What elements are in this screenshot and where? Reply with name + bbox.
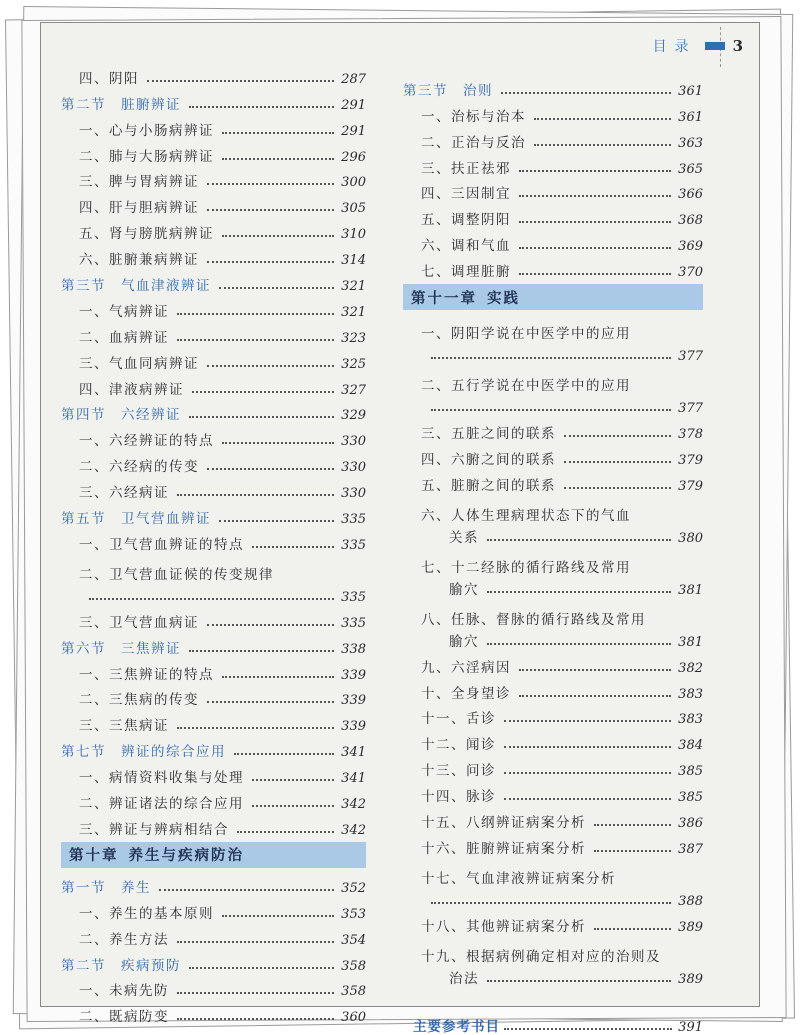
entry-title: 三、气血同病辨证 <box>79 355 199 372</box>
toc-entry[interactable] <box>61 786 366 812</box>
references-page: 391 <box>678 1019 703 1035</box>
entry-page: 291 <box>341 97 366 113</box>
entry-title: 第三节 治则 <box>403 82 493 99</box>
toc-entry[interactable] <box>61 165 366 191</box>
entry-page: 353 <box>341 906 366 922</box>
leader-dots <box>222 676 334 678</box>
entry-page: 341 <box>341 745 366 761</box>
leader-dots <box>252 779 334 781</box>
leader-dots <box>177 494 334 496</box>
leader-dots <box>192 391 334 393</box>
entry-title: 三、六经病证 <box>79 485 169 502</box>
leader-dots <box>487 643 671 645</box>
leader-dots <box>222 235 334 237</box>
leader-dots <box>159 889 334 891</box>
leader-dots <box>222 132 334 134</box>
entry-page: 323 <box>341 330 366 346</box>
entry-page: 321 <box>341 279 366 295</box>
leader-dots <box>234 753 334 755</box>
entry-title: 一、治标与治本 <box>421 108 526 125</box>
entry-title: 四、三因制宜 <box>421 186 511 203</box>
entry-title: 一、未病先防 <box>79 983 169 1000</box>
entry-title-continuation: 腧穴 <box>449 633 479 650</box>
leader-dots <box>564 435 671 437</box>
entry-page: 377 <box>678 349 703 365</box>
leader-dots <box>519 221 671 223</box>
leader-dots <box>147 80 334 82</box>
toc-entry[interactable] <box>403 494 703 524</box>
entry-page: 381 <box>678 634 703 650</box>
leader-dots <box>519 195 671 197</box>
leader-dots <box>177 313 334 315</box>
entry-title: 二、卫气营血证候的传变规律 <box>79 566 274 583</box>
entry-title: 十四、脉诊 <box>421 789 496 806</box>
entry-title: 一、卫气营血辨证的特点 <box>79 536 244 553</box>
entry-title: 一、气病辨证 <box>79 303 169 320</box>
entry-title: 第五节 卫气营血辨证 <box>61 511 211 528</box>
leader-dots <box>519 669 671 671</box>
entry-page: 389 <box>678 919 703 935</box>
leader-dots <box>431 357 671 359</box>
leader-dots <box>431 409 671 411</box>
toc-entry[interactable] <box>403 442 703 468</box>
entry-title: 五、肾与膀胱病辨证 <box>79 226 214 243</box>
toc-entry-continuation <box>403 342 703 364</box>
entry-title: 第四节 六经辨证 <box>61 407 181 424</box>
toc-entry[interactable] <box>403 753 703 779</box>
toc-entry[interactable] <box>61 657 366 683</box>
entry-page: 361 <box>678 109 703 125</box>
toc-entry[interactable] <box>403 805 703 831</box>
toc-page <box>40 22 760 1035</box>
entry-page: 360 <box>341 1010 366 1026</box>
toc-entry[interactable] <box>403 727 703 753</box>
toc-entry[interactable] <box>61 760 366 786</box>
toc-section-entry[interactable] <box>61 268 366 294</box>
toc-entry-continuation <box>403 524 703 546</box>
entry-title: 二、辨证诸法的综合应用 <box>79 796 244 813</box>
toc-references-entry[interactable] <box>403 1007 703 1035</box>
leader-dots <box>237 831 334 833</box>
entry-title: 十六、脏腑辨证病案分析 <box>421 840 586 857</box>
entry-page: 366 <box>678 187 703 203</box>
entry-page: 377 <box>678 401 703 417</box>
leader-dots <box>177 941 334 943</box>
leader-dots <box>177 992 334 994</box>
leader-dots <box>177 1018 334 1020</box>
toc-entry[interactable] <box>403 546 703 576</box>
leader-dots <box>594 850 671 852</box>
header-page-number: 3 <box>732 37 743 55</box>
entry-page: 291 <box>341 123 366 139</box>
entry-title: 一、阴阳学说在中医学中的应用 <box>421 326 631 343</box>
leader-dots <box>564 487 671 489</box>
toc-entry[interactable] <box>403 254 703 280</box>
leader-dots <box>564 461 671 463</box>
toc-entry[interactable] <box>403 779 703 805</box>
header-bar <box>705 42 725 50</box>
leader-dots <box>189 416 334 418</box>
leader-dots <box>207 701 334 703</box>
entry-title: 第六节 三焦辨证 <box>61 640 181 657</box>
toc-entry-continuation <box>403 965 703 987</box>
leader-dots <box>534 118 671 120</box>
entry-title: 九、六淫病因 <box>421 659 511 676</box>
entry-title: 十七、气血津液辨证病案分析 <box>421 870 616 887</box>
entry-title: 十八、其他辨证病案分析 <box>421 918 586 935</box>
leader-dots <box>252 546 334 548</box>
entry-title: 十五、八纲辨证病案分析 <box>421 815 586 832</box>
entry-title: 七、十二经脉的循行路线及常用 <box>421 559 631 576</box>
entry-page: 287 <box>341 71 366 87</box>
leader-dots <box>594 824 671 826</box>
entry-title: 第二节 疾病预防 <box>61 957 181 974</box>
toc-entry[interactable] <box>403 598 703 628</box>
toc-entry[interactable] <box>403 416 703 442</box>
toc-entry[interactable] <box>403 909 703 935</box>
entry-page: 363 <box>678 135 703 151</box>
toc-section-entry[interactable] <box>61 501 366 527</box>
toc-left-column <box>61 61 366 1025</box>
leader-dots <box>534 144 671 146</box>
entry-page: 352 <box>341 880 366 896</box>
leader-dots <box>504 772 671 774</box>
entry-page: 370 <box>678 265 703 281</box>
leader-dots <box>504 798 671 800</box>
leader-dots <box>487 539 671 541</box>
leader-dots <box>222 158 334 160</box>
entry-title: 四、六腑之间的联系 <box>421 451 556 468</box>
entry-page: 329 <box>341 408 366 424</box>
toc-entry[interactable] <box>61 449 366 475</box>
entry-page: 358 <box>341 958 366 974</box>
entry-page: 339 <box>341 719 366 735</box>
entry-page: 388 <box>678 893 703 909</box>
entry-title: 三、卫气营血病证 <box>79 614 199 631</box>
leader-dots <box>222 442 334 444</box>
entry-title: 三、五脏之间的联系 <box>421 426 556 443</box>
toc-section-entry[interactable] <box>61 631 366 657</box>
chapter-title: 养生与疾病防治 <box>128 848 244 865</box>
toc-entry[interactable] <box>403 312 703 342</box>
toc-entry[interactable] <box>403 650 703 676</box>
toc-entry[interactable] <box>61 372 366 398</box>
entry-page: 296 <box>341 149 366 165</box>
entry-title: 第七节 辨证的综合应用 <box>61 744 226 761</box>
entry-page: 382 <box>678 660 703 676</box>
leader-dots <box>222 915 334 917</box>
toc-section-entry[interactable] <box>61 398 366 424</box>
entry-title: 一、病情资料收集与处理 <box>79 770 244 787</box>
leader-dots <box>501 92 671 94</box>
entry-page: 386 <box>678 816 703 832</box>
entry-title: 六、调和气血 <box>421 238 511 255</box>
toc-entry[interactable] <box>403 364 703 394</box>
leader-dots <box>89 598 334 600</box>
toc-entry[interactable] <box>61 896 366 922</box>
toc-entry[interactable] <box>61 922 366 948</box>
toc-entry[interactable] <box>61 61 366 87</box>
toc-entry[interactable] <box>61 113 366 139</box>
toc-entry[interactable] <box>61 139 366 165</box>
entry-page: 325 <box>341 356 366 372</box>
leader-dots <box>504 720 671 722</box>
entry-title: 一、六经辨证的特点 <box>79 433 214 450</box>
leader-dots <box>504 1028 672 1030</box>
toc-entry[interactable] <box>403 676 703 702</box>
leader-dots <box>431 902 671 904</box>
entry-page: 358 <box>341 984 366 1000</box>
toc-entry-continuation <box>403 887 703 909</box>
toc-entry[interactable] <box>61 999 366 1025</box>
entry-title: 二、肺与大肠病辨证 <box>79 148 214 165</box>
leader-dots <box>189 650 334 652</box>
toc-entry[interactable] <box>61 605 366 631</box>
entry-page: 314 <box>341 253 366 269</box>
entry-title: 十、全身望诊 <box>421 685 511 702</box>
entry-title: 二、正治与反治 <box>421 134 526 151</box>
leader-dots <box>252 805 334 807</box>
entry-title: 二、血病辨证 <box>79 329 169 346</box>
entry-title-continuation: 关系 <box>449 529 479 546</box>
entry-page: 305 <box>341 201 366 217</box>
entry-page: 380 <box>678 530 703 546</box>
entry-title: 二、三焦病的传变 <box>79 692 199 709</box>
leader-dots <box>519 170 671 172</box>
entry-page: 330 <box>341 460 366 476</box>
toc-entry[interactable] <box>61 346 366 372</box>
entry-page: 335 <box>341 512 366 528</box>
entry-page: 365 <box>678 161 703 177</box>
toc-entry[interactable] <box>61 190 366 216</box>
entry-title: 十二、闻诊 <box>421 737 496 754</box>
toc-entry[interactable] <box>403 935 703 965</box>
entry-page: 310 <box>341 227 366 243</box>
leader-dots <box>519 695 671 697</box>
entry-page: 384 <box>678 738 703 754</box>
leader-dots <box>207 624 334 626</box>
leader-dots <box>189 106 334 108</box>
leader-dots <box>519 247 671 249</box>
entry-title: 十三、问诊 <box>421 763 496 780</box>
leader-dots <box>219 287 334 289</box>
leader-dots <box>519 273 671 275</box>
entry-page: 383 <box>678 686 703 702</box>
entry-page: 383 <box>678 712 703 728</box>
header-section-label: 目录 <box>652 39 697 55</box>
chapter-heading <box>403 284 703 310</box>
toc-entry[interactable] <box>403 151 703 177</box>
entry-title: 七、调理脏腑 <box>421 264 511 281</box>
leader-dots <box>207 209 334 211</box>
toc-entry[interactable] <box>61 553 366 583</box>
entry-page: 385 <box>678 790 703 806</box>
toc-section-entry[interactable] <box>61 87 366 113</box>
toc-entry[interactable] <box>61 974 366 1000</box>
leader-dots <box>594 928 671 930</box>
chapter-title: 实践 <box>487 290 520 307</box>
entry-page: 335 <box>341 537 366 553</box>
entry-title-continuation: 腧穴 <box>449 581 479 598</box>
toc-entry-continuation <box>61 583 366 605</box>
leader-dots <box>207 183 334 185</box>
entry-page: 339 <box>341 693 366 709</box>
toc-section-entry[interactable] <box>403 73 703 99</box>
entry-page: 387 <box>678 841 703 857</box>
entry-title: 一、心与小肠病辨证 <box>79 122 214 139</box>
toc-entry[interactable] <box>403 202 703 228</box>
entry-page: 361 <box>678 83 703 99</box>
entry-page: 335 <box>341 589 366 605</box>
toc-entry[interactable] <box>61 475 366 501</box>
entry-title: 十九、根据病例确定相对应的治则及 <box>421 948 661 965</box>
entry-page: 379 <box>678 478 703 494</box>
toc-entry[interactable] <box>403 468 703 494</box>
entry-page: 379 <box>678 452 703 468</box>
entry-page: 300 <box>341 175 366 191</box>
leader-dots <box>487 980 671 982</box>
toc-entry[interactable] <box>61 423 366 449</box>
entry-title-continuation: 治法 <box>449 970 479 987</box>
toc-section-entry[interactable] <box>61 734 366 760</box>
toc-entry-continuation <box>403 576 703 598</box>
toc-entry[interactable] <box>403 857 703 887</box>
entry-title: 四、津液病辨证 <box>79 381 184 398</box>
toc-section-entry[interactable] <box>61 870 366 896</box>
entry-title: 六、人体生理病理状态下的气血 <box>421 507 631 524</box>
entry-title: 二、既病防变 <box>79 1009 169 1026</box>
toc-entry[interactable] <box>403 99 703 125</box>
toc-entry[interactable] <box>61 812 366 838</box>
entry-page: 335 <box>341 615 366 631</box>
toc-entry[interactable] <box>403 125 703 151</box>
toc-entry-continuation <box>403 394 703 416</box>
references-title: 主要参考书目 <box>413 1018 500 1035</box>
toc-entry[interactable] <box>61 708 366 734</box>
toc-entry[interactable] <box>403 702 703 728</box>
toc-entry-continuation <box>403 628 703 650</box>
toc-right-column <box>403 73 703 1035</box>
entry-title: 二、六经病的传变 <box>79 459 199 476</box>
entry-title: 第一节 养生 <box>61 879 151 896</box>
entry-title: 三、三焦病证 <box>79 718 169 735</box>
entry-page: 327 <box>341 382 366 398</box>
toc-entry[interactable] <box>403 228 703 254</box>
entry-page: 368 <box>678 213 703 229</box>
entry-page: 342 <box>341 822 366 838</box>
entry-page: 389 <box>678 971 703 987</box>
entry-title: 四、阴阳 <box>79 70 139 87</box>
entry-page: 330 <box>341 486 366 502</box>
entry-title: 第二节 脏腑辨证 <box>61 96 181 113</box>
entry-title: 八、任脉、督脉的循行路线及常用 <box>421 611 646 628</box>
entry-title: 二、五行学说在中医学中的应用 <box>421 378 631 395</box>
entry-title: 五、调整阴阳 <box>421 212 511 229</box>
entry-page: 321 <box>341 304 366 320</box>
toc-entry[interactable] <box>403 831 703 857</box>
entry-page: 330 <box>341 434 366 450</box>
entry-page: 385 <box>678 764 703 780</box>
chapter-number: 第十一章 <box>411 290 477 307</box>
leader-dots <box>219 520 334 522</box>
entry-title: 十一、舌诊 <box>421 711 496 728</box>
entry-title: 一、三焦辨证的特点 <box>79 666 214 683</box>
chapter-number: 第十章 <box>69 848 119 865</box>
toc-section-entry[interactable] <box>61 948 366 974</box>
entry-page: 338 <box>341 641 366 657</box>
chapter-heading <box>61 842 366 868</box>
leader-dots <box>504 746 671 748</box>
toc-entry[interactable] <box>61 683 366 709</box>
toc-entry[interactable] <box>61 216 366 242</box>
entry-title: 三、辨证与辨病相结合 <box>79 821 229 838</box>
toc-entry[interactable] <box>61 294 366 320</box>
entry-title: 三、脾与胃病辨证 <box>79 174 199 191</box>
entry-page: 354 <box>341 932 366 948</box>
leader-dots <box>189 967 334 969</box>
leader-dots <box>207 468 334 470</box>
entry-title: 六、脏腑兼病辨证 <box>79 252 199 269</box>
leader-dots <box>207 365 334 367</box>
toc-entry[interactable] <box>61 320 366 346</box>
leader-dots <box>177 727 334 729</box>
toc-entry[interactable] <box>403 177 703 203</box>
entry-page: 378 <box>678 427 703 443</box>
page-header <box>653 35 743 57</box>
entry-page: 381 <box>678 582 703 598</box>
entry-page: 341 <box>341 771 366 787</box>
entry-title: 五、脏腑之间的联系 <box>421 477 556 494</box>
entry-title: 第三节 气血津液辨证 <box>61 278 211 295</box>
entry-title: 一、养生的基本原则 <box>79 905 214 922</box>
toc-entry[interactable] <box>61 242 366 268</box>
entry-title: 三、扶正祛邪 <box>421 160 511 177</box>
entry-title: 二、养生方法 <box>79 931 169 948</box>
leader-dots <box>207 261 334 263</box>
leader-dots <box>177 339 334 341</box>
leader-dots <box>487 591 671 593</box>
entry-title: 四、肝与胆病辨证 <box>79 200 199 217</box>
entry-page: 369 <box>678 239 703 255</box>
entry-page: 342 <box>341 797 366 813</box>
toc-entry[interactable] <box>61 527 366 553</box>
entry-page: 339 <box>341 667 366 683</box>
